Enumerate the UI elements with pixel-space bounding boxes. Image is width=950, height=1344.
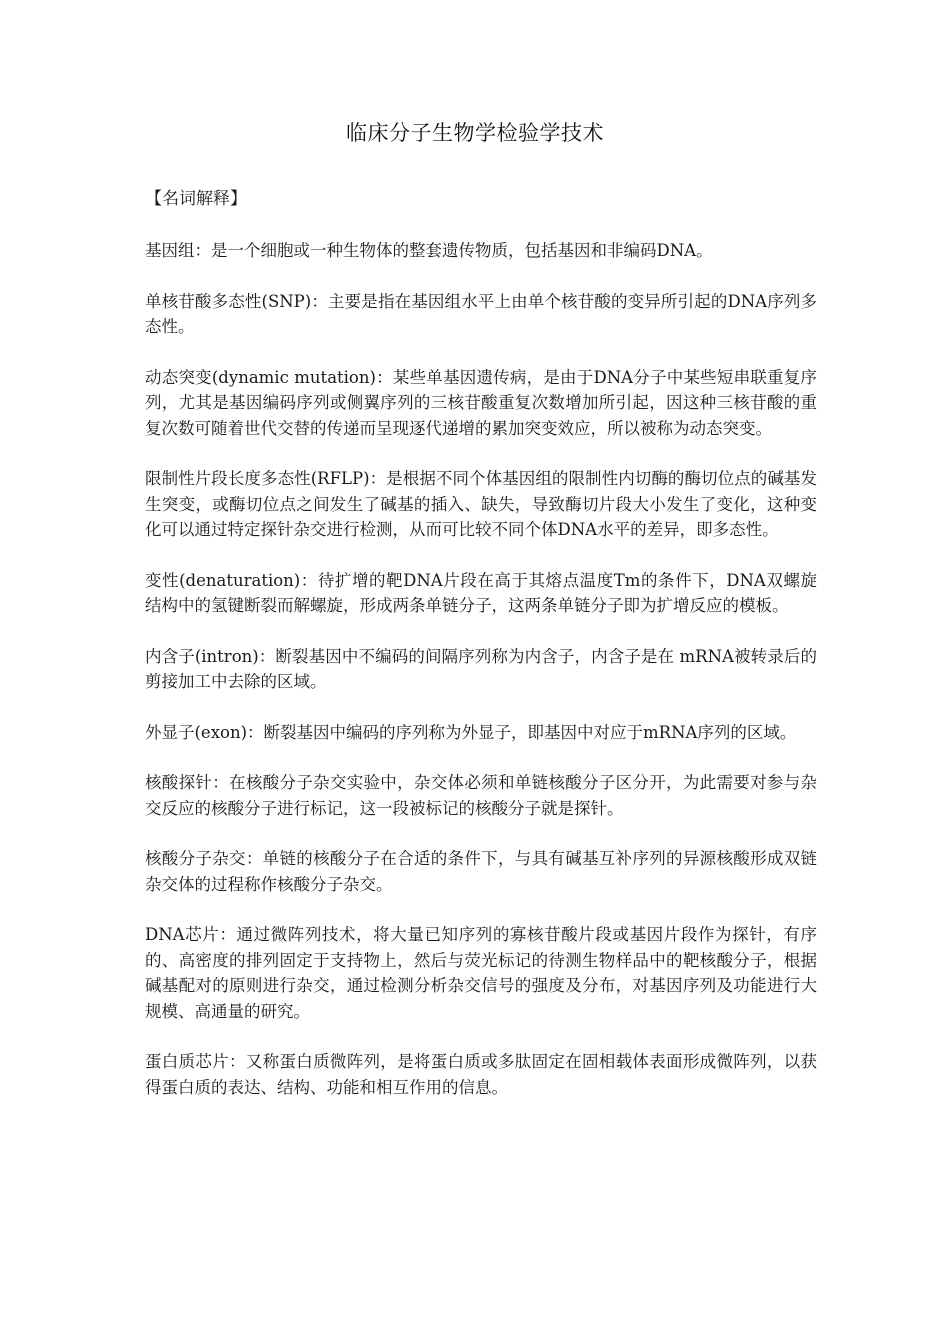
- term-rflp: 限制性片段长度多态性(RFLP)：是根据不同个体基因组的限制性内切酶的酶切位点的碱基发生突变，或酶切位点之间发生了碱基的插入、缺失，导致酶切片段大小发生了变化，这种变化可以通过特定探针杂交进行检测，从而可比较不同个体DNA水平的差异，即多态性。: [145, 469, 817, 539]
- term-genome: 基因组：是一个细胞或一种生物体的整套遗传物质，包括基因和非编码DNA。: [145, 241, 713, 260]
- term-protein-chip: 蛋白质芯片：又称蛋白质微阵列，是将蛋白质或多肽固定在固相载体表面形成微阵列，以获得蛋白质的表达、结构、功能和相互作用的信息。: [145, 1052, 817, 1097]
- term-hybridization: 核酸分子杂交：单链的核酸分子在合适的条件下，与具有碱基互补序列的异源核酸形成双链杂交体的过程称作核酸分子杂交。: [145, 849, 817, 894]
- term-intron: 内含子(intron)：断裂基因中不编码的间隔序列称为内含子，内含子是在 mRNA被转录后的剪接加工中去除的区域。: [145, 646, 817, 691]
- document-body: [145, 186, 817, 1125]
- term-denaturation: 变性(denaturation)：待扩增的靶DNA片段在高于其熔点温度Tm的条件下，DNA双螺旋结构中的氢键断裂而解螺旋，形成两条单链分子，这两条单链分子即为扩增反应的模板。: [145, 570, 817, 615]
- term-dna-chip: DNA芯片：通过微阵列技术，将大量已知序列的寡核苷酸片段或基因片段作为探针，有序的、高密度的排列固定于支持物上，然后与荧光标记的待测生物样品中的靶核酸分子，根据碱基配对的原则进行杂交，通过检测分析杂交信号的强度及分布，对基因序列及功能进行大规模、高通量的研究。: [145, 925, 817, 1021]
- term-snp: 单核苷酸多态性(SNP)：主要是指在基因组水平上由单个核苷酸的变异所引起的DNA序列多态性。: [145, 291, 817, 336]
- term-nucleic-acid-probe: 核酸探针：在核酸分子杂交实验中，杂交体必须和单链核酸分子区分开，为此需要对参与杂交反应的核酸分子进行标记，这一段被标记的核酸分子就是探针。: [145, 773, 817, 818]
- term-exon: 外显子(exon)：断裂基因中编码的序列称为外显子，即基因中对应于mRNA序列的区域。: [145, 722, 797, 742]
- document-title: 临床分子生物学检验学技术: [346, 121, 604, 145]
- term-dynamic-mutation: 动态突变(dynamic mutation)：某些单基因遗传病，是由于DNA分子中某些短串联重复序列，尤其是基因编码序列或侧翼序列的三核苷酸重复次数增加所引起，因这种三核苷酸的重复次数可随着世代交替的传递而呈现逐代递增的累加突变效应，所以被称为动态突变。: [145, 367, 817, 438]
- section-heading: 【名词解释】: [145, 189, 247, 209]
